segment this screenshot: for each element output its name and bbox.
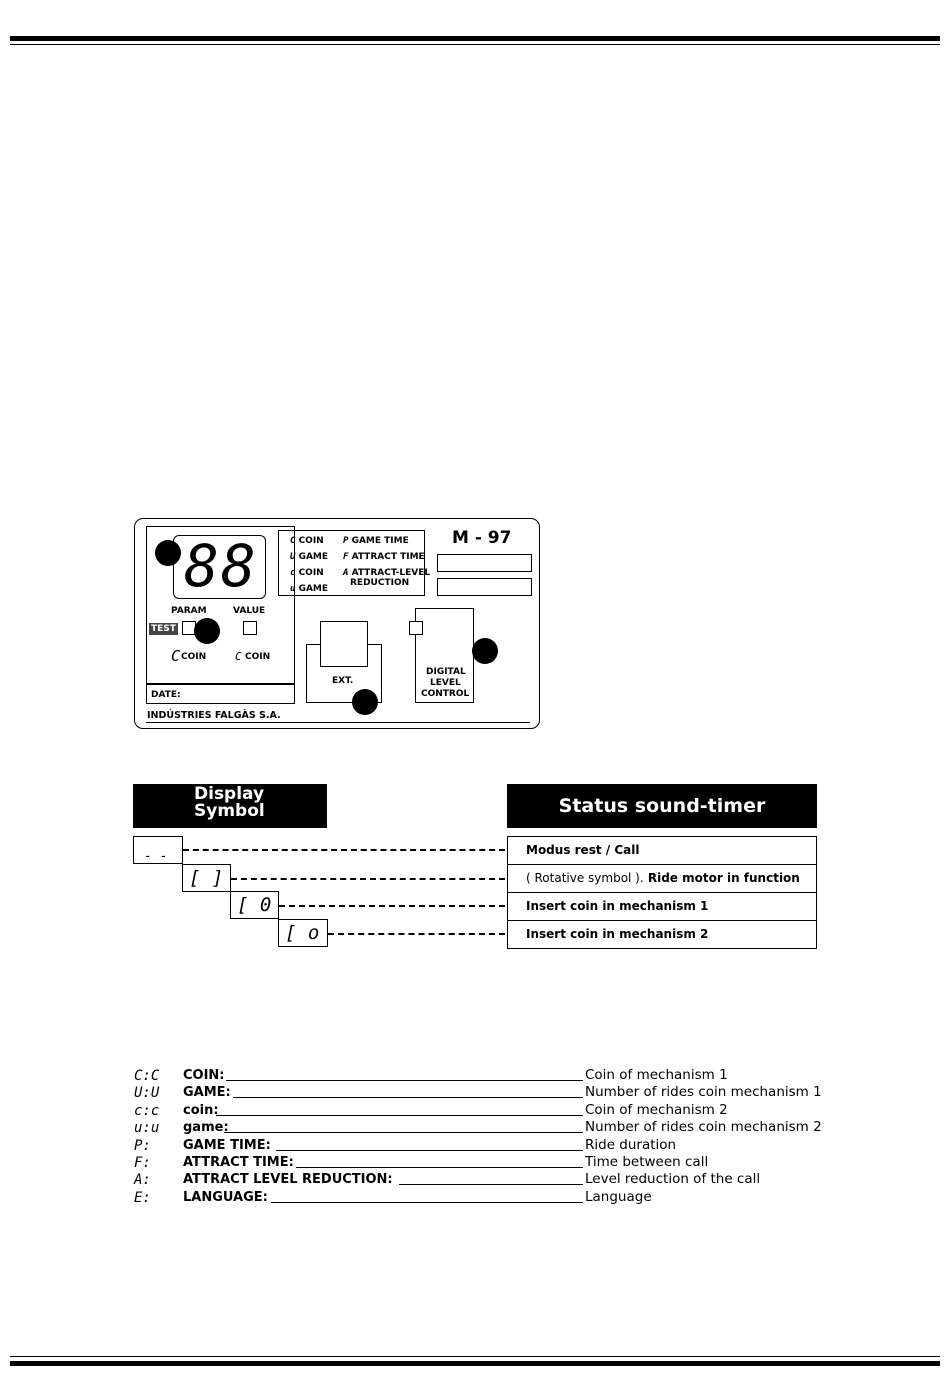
legend-leader-line (233, 1097, 583, 1098)
legend-symbol: E: (134, 1189, 151, 1206)
top-rule-thin (10, 44, 940, 45)
label-coin2: COIN (298, 568, 324, 578)
label-attract-time: ATTRACT TIME (351, 552, 425, 562)
sym-c2: c (290, 568, 296, 578)
label-game2: GAME (298, 584, 329, 594)
label-game-time: GAME TIME (351, 536, 409, 546)
legend-symbol: c:c (134, 1102, 160, 1119)
dash-leader-3 (279, 905, 505, 907)
legend-symbol: A: (134, 1172, 151, 1189)
legend-description: Coin of mechanism 1 (585, 1067, 728, 1083)
digital-label: DIGITAL (426, 667, 466, 677)
legend-term: GAME: (183, 1085, 231, 1101)
label-game1: GAME (298, 552, 329, 562)
status-text-1: Modus rest / Call (526, 843, 640, 857)
legend-description: Time between call (585, 1154, 709, 1170)
dash-leader-2 (231, 878, 505, 880)
top-rule-thick (10, 36, 940, 41)
legend-leader-line (271, 1202, 583, 1203)
legend-term: LANGUAGE: (183, 1189, 268, 1205)
seven-segment-display (173, 532, 266, 600)
legend-symbol: F: (134, 1155, 151, 1171)
legend-description: Number of rides coin mechanism 1 (585, 1084, 822, 1101)
dash-leader-1 (183, 849, 505, 851)
symbol-box-1: - - (133, 836, 183, 864)
legend-symbol: C:C (134, 1068, 160, 1084)
legend-term: ATTRACT LEVEL REDUCTION: (183, 1172, 393, 1188)
parameter-box (278, 530, 431, 596)
legend-term: coin: (183, 1102, 219, 1118)
model-box-2 (437, 578, 532, 596)
bottom-rule-thick (10, 1361, 940, 1366)
coin-right-label: COIN (245, 652, 271, 662)
header-symbol: Symbol (194, 801, 265, 821)
sym-f: F (343, 552, 349, 562)
legend-leader-line (399, 1184, 583, 1185)
sym-u2: u (290, 584, 296, 594)
status-text-3: Insert coin in mechanism 1 (526, 899, 709, 913)
status-text-4: Insert coin in mechanism 2 (526, 927, 709, 941)
company-name: INDÚSTRIES FALGÀS S.A. (147, 710, 281, 721)
callout-disc-3 (472, 638, 498, 664)
legend-leader-line (226, 1080, 583, 1081)
legend-term: ATTRACT TIME: (183, 1155, 294, 1170)
ext-label: EXT. (332, 676, 354, 686)
test-label: TEST (151, 624, 176, 634)
label-reduction: REDUCTION (350, 578, 410, 588)
bottom-rule-thin (10, 1356, 940, 1357)
value-button[interactable] (243, 621, 257, 635)
legend-leader-line (216, 1115, 583, 1116)
legend-leader-line (224, 1132, 583, 1133)
model-box-1 (437, 554, 532, 572)
label-attract-level: ATTRACT-LEVEL (351, 568, 431, 578)
coin-left-label: COIN (181, 652, 207, 662)
model-name: M - 97 (452, 528, 512, 548)
coin-right-symbol: C (235, 650, 242, 663)
sym-u1: U (290, 552, 296, 562)
panel-baseline (146, 722, 530, 723)
control-panel (134, 518, 540, 729)
symbol-box-2: [ ] (182, 864, 231, 892)
sym-p: P (343, 536, 349, 546)
status-row-2 (507, 864, 817, 893)
header-display: Display (194, 784, 265, 804)
legend-symbol: P: (134, 1137, 151, 1154)
symbol-box-4: [ o (278, 919, 328, 947)
legend-term: game: (183, 1120, 229, 1136)
header-status: Status sound-timer (507, 784, 817, 828)
date-label: DATE: (151, 690, 181, 700)
legend-leader-line (296, 1167, 583, 1168)
legend-term: GAME TIME: (183, 1137, 271, 1153)
dash-leader-4 (328, 933, 505, 935)
symbol-box-3: [ 0 (230, 891, 279, 919)
status-text-2-pre: ( Rotative symbol ). (526, 871, 644, 885)
status-row-1 (507, 836, 817, 865)
label-coin1: COIN (298, 536, 324, 546)
control-label: CONTROL (421, 689, 470, 699)
legend-symbol: u:u (134, 1120, 160, 1137)
legend-leader-line (276, 1150, 583, 1151)
legend-description: Coin of mechanism 2 (585, 1101, 728, 1118)
level-label: LEVEL (430, 678, 461, 688)
callout-disc-1 (155, 540, 181, 566)
status-text-2: Ride motor in function (643, 871, 800, 885)
date-box (146, 684, 295, 704)
coin-left-symbol: C (171, 647, 181, 665)
value-label: VALUE (233, 606, 266, 616)
callout-disc-2 (194, 618, 220, 644)
sym-a: A (343, 568, 349, 578)
header-display-symbol (133, 784, 327, 828)
status-row-4 (507, 920, 817, 949)
digital-level-button[interactable] (409, 621, 423, 635)
legend-description: Language (585, 1188, 652, 1205)
legend-description: Ride duration (585, 1136, 677, 1153)
callout-disc-4 (352, 689, 378, 715)
legend-description: Level reduction of the call (585, 1171, 761, 1188)
legend-term: COIN: (183, 1068, 225, 1083)
status-row-3 (507, 892, 817, 921)
param-label: PARAM (171, 606, 207, 616)
sym-c1: C (290, 536, 296, 546)
legend-description: Number of rides coin mechanism 2 (585, 1119, 822, 1136)
legend-symbol: U:U (134, 1085, 160, 1102)
display-digits: 88 (184, 532, 258, 600)
